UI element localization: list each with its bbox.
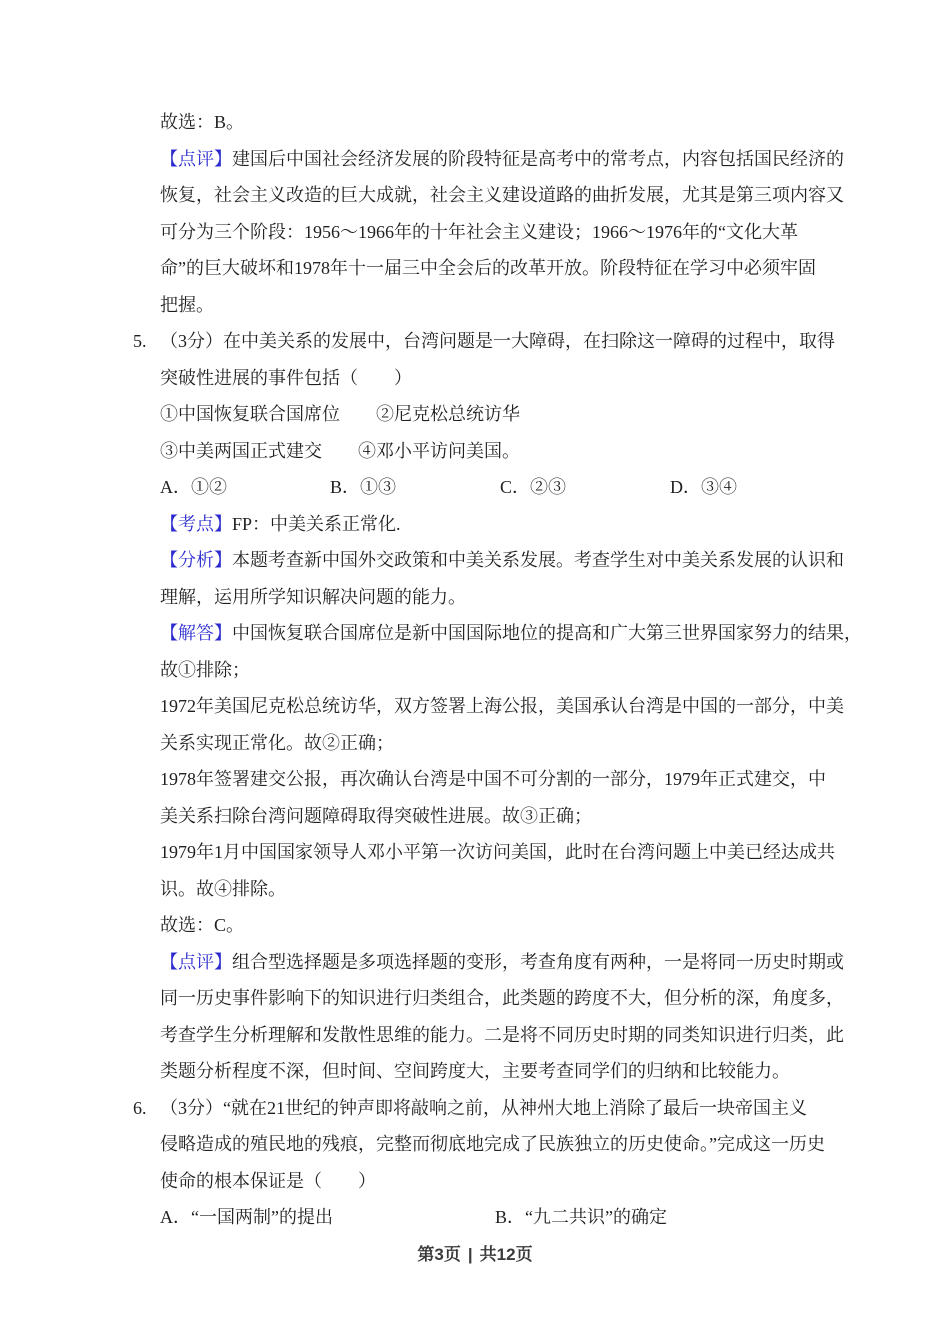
text-line — [0, 214, 950, 251]
answer-c-line — [0, 907, 950, 944]
line-text: 关系实现正常化。故②正确； — [160, 732, 394, 753]
line-text: 本题考查新中国外交政策和中美关系发展。考查学生对中美关系发展的认识和 — [232, 550, 844, 570]
text-line — [0, 688, 950, 725]
fenxi-label: 【分析】 — [160, 550, 232, 570]
text-line — [0, 980, 950, 1017]
line-text: 故选：C。 — [160, 915, 245, 935]
question-6-line — [0, 1090, 950, 1127]
comment-line-q4 — [0, 141, 950, 178]
option-d: D．③④ — [670, 477, 737, 497]
line-text: 中国恢复联合国席位是新中国国际地位的提高和广大第三世界国家努力的结果， — [232, 623, 862, 643]
comment-line-q5 — [0, 944, 950, 981]
text-line — [0, 652, 950, 689]
dianping-label: 【点评】 — [160, 951, 232, 972]
fenxi-line — [0, 542, 950, 579]
question-number: 5. — [133, 331, 147, 351]
question-6-options — [0, 1199, 950, 1236]
footer-page-number: 第3页 — [417, 1245, 461, 1264]
line-text: ①中国恢复联合国席位 ②尼克松总统访华 — [160, 404, 520, 424]
footer-page-total: 共12页 — [479, 1245, 533, 1264]
line-text: 侵略造成的殖民地的残痕，完整而彻底地完成了民族独立的历史使命。”完成这一历史 — [160, 1134, 825, 1154]
line-text: 使命的根本保证是（ ） — [160, 1170, 376, 1191]
line-text: 故选：B。 — [160, 112, 245, 132]
page-footer — [0, 1240, 950, 1270]
dianping-label: 【点评】 — [160, 148, 232, 169]
line-text: 可分为三个阶段：1956～1966年的十年社会主义建设；1966～1976年的“文化大革 — [160, 221, 798, 242]
question-number: 6. — [133, 1097, 147, 1118]
text-line — [0, 287, 950, 324]
text-line — [0, 798, 950, 835]
footer-separator: | — [467, 1245, 473, 1264]
line-text: （3分）“就在21世纪的钟声即将敲响之前，从神州大地上消除了最后一块帝国主义 — [160, 1097, 807, 1118]
answer-b-line — [0, 104, 950, 141]
text-line — [0, 725, 950, 762]
line-text: ③中美两国正式建交 ④邓小平访问美国。 — [160, 440, 520, 461]
text-line — [0, 871, 950, 908]
line-text: 故①排除； — [160, 659, 250, 680]
option-b: B．“九二共识”的确定 — [495, 1207, 667, 1227]
text-line — [0, 1126, 950, 1163]
text-line — [0, 1053, 950, 1090]
line-text: 识。故④排除。 — [160, 878, 286, 899]
text-line — [0, 250, 950, 287]
line-text: 恢复，社会主义改造的巨大成就，社会主义建设道路的曲折发展，尤其是第三项内容又 — [160, 185, 844, 205]
text-line — [0, 360, 950, 397]
text-line — [0, 177, 950, 214]
line-text: 美关系扫除台湾问题障碍取得突破性进展。故③正确； — [160, 805, 592, 826]
question-5-items-34 — [0, 433, 950, 470]
line-text: 1978年签署建交公报，再次确认台湾是中国不可分割的一部分，1979年正式建交，中 — [160, 769, 826, 789]
text-line — [0, 761, 950, 798]
option-a: A．①② — [160, 477, 227, 497]
line-text: 命”的巨大破坏和1978年十一届三中全会后的改革开放。阶段特征在学习中必须牢固 — [160, 258, 816, 278]
line-text: 类题分析程度不深，但时间、空间跨度大，主要考查同学们的归纳和比较能力。 — [160, 1061, 790, 1081]
line-text: 1972年美国尼克松总统访华，双方签署上海公报，美国承认台湾是中国的一部分，中美 — [160, 696, 844, 716]
line-text: （3分）在中美关系的发展中，台湾问题是一大障碍，在扫除这一障碍的过程中，取得 — [160, 331, 835, 351]
question-5-items-12 — [0, 396, 950, 433]
text-line — [0, 1017, 950, 1054]
line-text: 突破性进展的事件包括（ ） — [160, 367, 412, 388]
line-text: 建国后中国社会经济发展的阶段特征是高考中的常考点，内容包括国民经济的 — [232, 148, 844, 169]
kaodian-label: 【考点】 — [160, 513, 232, 534]
question-5-options — [0, 469, 950, 506]
text-line — [0, 1163, 950, 1200]
line-text: 理解，运用所学知识解决问题的能力。 — [160, 586, 466, 607]
option-b: B．①③ — [330, 477, 397, 497]
line-text: FP：中美关系正常化. — [232, 513, 401, 534]
jieda-label: 【解答】 — [160, 623, 232, 643]
line-text: 同一历史事件影响下的知识进行归类组合，此类题的跨度不大，但分析的深，角度多， — [160, 988, 844, 1008]
question-5-line — [0, 323, 950, 360]
document-body — [0, 104, 950, 1236]
option-a: A．“一国两制”的提出 — [160, 1207, 333, 1227]
text-line — [0, 579, 950, 616]
option-c: C．②③ — [500, 477, 567, 497]
kaodian-line — [0, 506, 950, 543]
text-line — [0, 834, 950, 871]
jieda-line — [0, 615, 950, 652]
line-text: 1979年1月中国国家领导人邓小平第一次访问美国，此时在台湾问题上中美已经达成共 — [160, 842, 835, 862]
line-text: 组合型选择题是多项选择题的变形，考查角度有两种，一是将同一历史时期或 — [232, 951, 844, 972]
line-text: 把握。 — [160, 294, 214, 315]
line-text: 考查学生分析理解和发散性思维的能力。二是将不同历史时期的同类知识进行归类，此 — [160, 1024, 844, 1045]
